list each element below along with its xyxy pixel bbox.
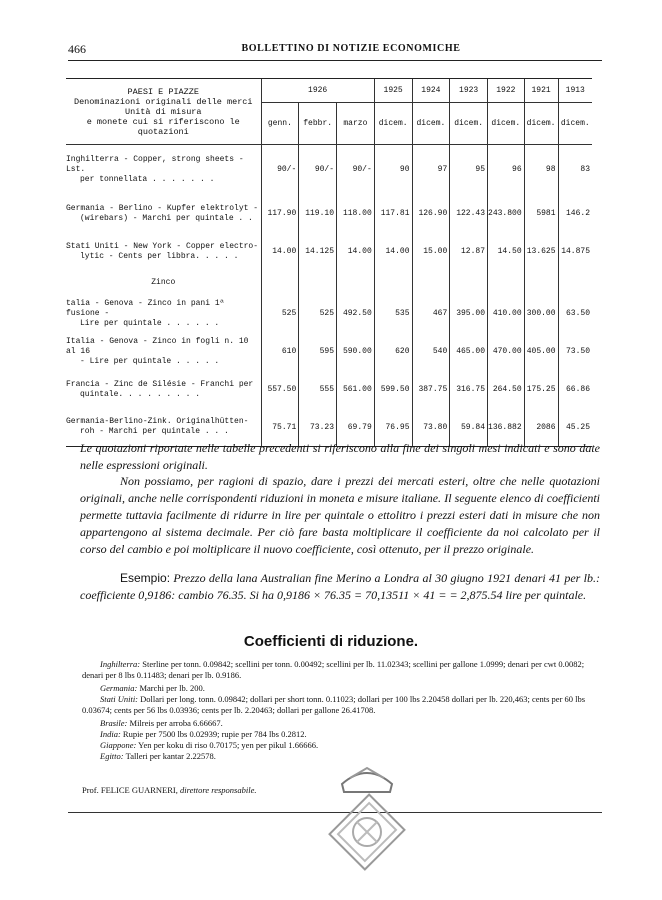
year-header: 1913 [558, 79, 592, 103]
table-body [66, 145, 592, 447]
coefficient-text: Rupie per 7500 lbs 0.02939; rupie per 784 lbs 0.2812. [122, 729, 307, 739]
row-label: Francia - Zinc de Silésie - Franchi per quintale. . . . . . . . . [66, 379, 254, 399]
month-header: dicem. [374, 103, 412, 145]
value-cell: 590.00 [337, 333, 375, 371]
coefficient-country: Brasile: [100, 718, 128, 728]
header-rule [68, 60, 602, 61]
coefficient-country: Egitto: [100, 751, 124, 761]
value-cell: 98 [524, 145, 558, 195]
value-cell: 316.75 [450, 371, 488, 409]
value-cell: 525 [261, 295, 299, 333]
table-row [66, 295, 592, 333]
coefficient-item [82, 718, 602, 729]
empty-cell [412, 271, 450, 295]
value-cell: 599.50 [374, 371, 412, 409]
value-cell: 83 [558, 145, 592, 195]
value-cell: 243.800 [488, 195, 525, 233]
value-cell: 76.95 [374, 409, 412, 447]
coefficient-text: Marchi per lb. 200. [139, 683, 205, 693]
value-cell: 405.00 [524, 333, 558, 371]
value-cell: 264.50 [488, 371, 525, 409]
value-cell: 122.43 [450, 195, 488, 233]
value-cell: 69.79 [337, 409, 375, 447]
month-header: dicem. [524, 103, 558, 145]
table-row [66, 145, 592, 195]
example-text: Prezzo della lana Australian fine Merino a Londra al 30 giugno 1921 denari 41 per lb.: coefficiente 0,9186: cambio 76.35. Si ha 0,9186 × 76.35 = 70,13511 × 41 = = 2,875.54 lire per quintale. [80, 571, 600, 602]
value-cell: 5981 [524, 195, 558, 233]
value-cell: 465.00 [450, 333, 488, 371]
value-cell: 63.50 [558, 295, 592, 333]
year-header: 1921 [524, 79, 558, 103]
value-cell: 525 [299, 295, 337, 333]
value-cell: 75.71 [261, 409, 299, 447]
value-cell: 90/- [337, 145, 375, 195]
value-cell: 540 [412, 333, 450, 371]
month-header: dicem. [488, 103, 525, 145]
value-cell: 73.80 [412, 409, 450, 447]
paragraph-note: Le quotazioni riportate nelle tabelle precedenti si riferiscono alla fine dei singoli mesi indicati e sono date nelle espressioni originali. [80, 441, 600, 472]
value-cell: 467 [412, 295, 450, 333]
value-cell: 610 [261, 333, 299, 371]
value-cell: 97 [412, 145, 450, 195]
coefficient-text: Milreis per arroba 6.66667. [129, 718, 223, 728]
section-label: Zinco [151, 277, 176, 287]
coefficient-item [82, 694, 602, 716]
value-cell: 117.81 [374, 195, 412, 233]
value-cell: 14.875 [558, 233, 592, 271]
value-cell: 595 [299, 333, 337, 371]
row-label: Germania - Berlino - Kupfer elektrolyt - (wirebars) - Marchi per quintale . . [66, 203, 259, 223]
coefficient-text: Yen per koku di riso 0.70175; yen per pikul 1.66666. [138, 740, 319, 750]
value-cell: 14.125 [299, 233, 337, 271]
value-cell: 14.00 [337, 233, 375, 271]
year-header: 1926 [261, 79, 374, 103]
value-cell: 66.86 [558, 371, 592, 409]
row-label: Italia - Genova - Zinco in fogli n. 10 al 16 - Lire per quintale . . . . . [66, 336, 249, 366]
value-cell: 73.50 [558, 333, 592, 371]
paragraph-example [80, 570, 600, 604]
coefficient-item [82, 729, 602, 740]
coefficient-text: Dollari per long. tonn. 0.09842; dollari per short tonn. 0.11023; dollari per 100 lbs 2.20458 dollari per lb. 220,463; cents per 60 lbs 0.03674; cents per 56 lbs 0.03936; cents per lb. 2.20463; dollari per gallone 26.41708. [82, 694, 586, 715]
month-header: genn. [261, 103, 299, 145]
value-cell: 410.00 [488, 295, 525, 333]
year-header: 1922 [488, 79, 525, 103]
value-cell: 73.23 [299, 409, 337, 447]
value-cell: 395.00 [450, 295, 488, 333]
value-cell: 117.90 [261, 195, 299, 233]
year-header: 1925 [374, 79, 412, 103]
value-cell: 90/- [261, 145, 299, 195]
empty-cell [450, 271, 488, 295]
month-header: dicem. [412, 103, 450, 145]
value-cell: 90 [374, 145, 412, 195]
empty-cell [488, 271, 525, 295]
value-cell: 620 [374, 333, 412, 371]
value-cell: 59.84 [450, 409, 488, 447]
value-cell: 14.00 [374, 233, 412, 271]
coefficient-item [82, 751, 602, 762]
coefficient-item [82, 740, 602, 751]
value-cell: 535 [374, 295, 412, 333]
coefficient-text: Talleri per kantar 2.22578. [125, 751, 216, 761]
value-cell: 12.87 [450, 233, 488, 271]
empty-cell [374, 271, 412, 295]
value-cell: 13.625 [524, 233, 558, 271]
value-cell: 2086 [524, 409, 558, 447]
year-header: 1924 [412, 79, 450, 103]
empty-cell [337, 271, 375, 295]
coefficient-country: India: [100, 729, 121, 739]
value-cell: 300.00 [524, 295, 558, 333]
value-cell: 45.25 [558, 409, 592, 447]
coefficients-title: Coefficienti di riduzione. [243, 633, 419, 650]
month-header: febbr. [299, 103, 337, 145]
empty-cell [524, 271, 558, 295]
table-label-header: PAESI E PIAZZE Denominazioni originali delle merci Unità di misura e monete cui si riferiscono le quotazioni [66, 79, 261, 145]
value-cell: 119.10 [299, 195, 337, 233]
table-row [66, 333, 592, 371]
section-row [66, 271, 592, 295]
coefficient-country: Stati Uniti: [100, 694, 139, 704]
value-cell: 557.50 [261, 371, 299, 409]
month-header: marzo [337, 103, 375, 145]
example-label: Esempio: [120, 571, 171, 585]
year-header: 1923 [450, 79, 488, 103]
value-cell: 555 [299, 371, 337, 409]
table-row [66, 195, 592, 233]
empty-cell [261, 271, 299, 295]
coefficient-item [82, 683, 602, 694]
table-row [66, 371, 592, 409]
coefficient-country: Giappone: [100, 740, 137, 750]
row-label: Germania-Berlino-Zink. Originalhütten- roh - Marchi per quintale . . . [66, 409, 261, 447]
row-label: Inghilterra - Copper, strong sheets - Lst. per tonnellata . . . . . . . [66, 154, 244, 184]
row-label: talia - Genova - Zinco in pani 1ª fusione - Lire per quintale . . . . . . [66, 298, 225, 328]
value-cell: 146.2 [558, 195, 592, 233]
coefficient-country: Germania: [100, 683, 138, 693]
coefficient-text: Sterline per tonn. 0.09842; scellini per tonn. 0.00492; scellini per lb. 11.02343; scellini per gallone 1.0999; denari per cwt 0.0082; denari per 8 lbs 0.11483; denari per lb. 0.9186. [82, 659, 585, 680]
value-cell: 175.25 [524, 371, 558, 409]
table-row [66, 233, 592, 271]
price-table [66, 78, 592, 447]
value-cell: 95 [450, 145, 488, 195]
library-stamp-icon [312, 762, 422, 882]
value-cell: 387.75 [412, 371, 450, 409]
value-cell: 14.00 [261, 233, 299, 271]
paragraph-explanation: Non possiamo, per ragioni di spazio, dare i prezzi dei mercati esteri, oltre che nelle quotazioni originali, anche nelle corrispondenti riduzioni in moneta e misure italiane. Il seguente elenco di coefficienti permette tuttavia facilmente di ridurre in lire per quintale o ettolitro i prezzi esteri dati in misure che non appartengono al sistema decimale. Per ciò fare basta moltiplicare il coefficiente da noi calcolato per il corso del cambio e poi moltiplicare il nuovo coefficiente, così ottenuto, per il prezzo originale. [80, 474, 600, 556]
month-header: dicem. [450, 103, 488, 145]
empty-cell [558, 271, 592, 295]
value-cell: 136.882 [488, 409, 525, 447]
running-header: BOLLETTINO DI NOTIZIE ECONOMICHE [241, 43, 461, 54]
page-number: 466 [68, 42, 86, 56]
value-cell: 561.00 [337, 371, 375, 409]
value-cell: 90/- [299, 145, 337, 195]
coefficient-country: Inghilterra: [100, 659, 141, 669]
value-cell: 470.00 [488, 333, 525, 371]
director-signature: Prof. FELICE GUARNERI, direttore responsabile. [82, 785, 257, 795]
value-cell: 492.50 [337, 295, 375, 333]
value-cell: 96 [488, 145, 525, 195]
value-cell: 14.50 [488, 233, 525, 271]
value-cell: 118.00 [337, 195, 375, 233]
coefficient-item [82, 659, 602, 681]
value-cell: 126.90 [412, 195, 450, 233]
value-cell: 15.00 [412, 233, 450, 271]
row-label: Stati Uniti - New York - Copper electro- lytic - Cents per libbra. . . . . [66, 241, 259, 261]
empty-cell [299, 271, 337, 295]
month-header: dicem. [558, 103, 592, 145]
